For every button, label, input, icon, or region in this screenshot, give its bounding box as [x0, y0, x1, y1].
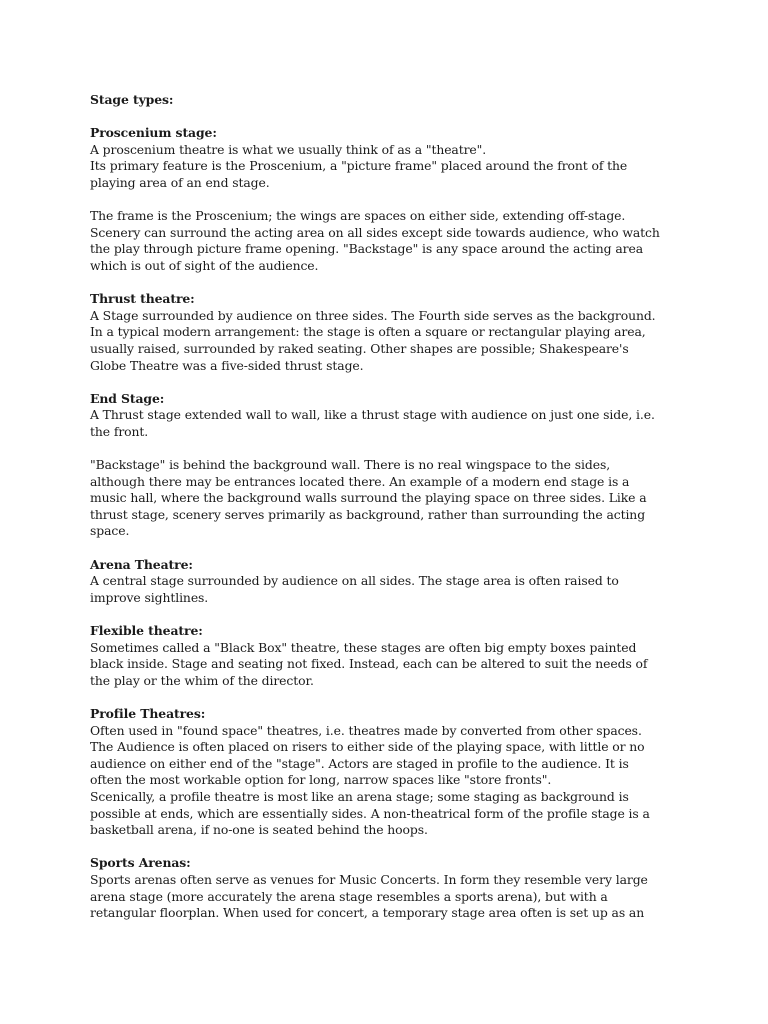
- paragraph-line: which is out of sight of the audience.: [90, 257, 319, 273]
- paragraph-line: arena stage (more accurately the arena stage resembles a sports arena), but with a: [90, 888, 608, 904]
- section-heading: Proscenium stage:: [90, 125, 217, 141]
- section-heading: Thrust theatre:: [90, 291, 195, 307]
- section: [90, 557, 682, 607]
- section-paragraph: [90, 308, 682, 374]
- document-sections: [90, 125, 682, 922]
- section-heading: End Stage:: [90, 390, 165, 406]
- section-paragraph: [90, 723, 682, 839]
- section-paragraph: [90, 872, 682, 922]
- paragraph-line: space.: [90, 523, 130, 539]
- paragraph-line: black inside. Stage and seating not fixed. Instead, each can be altered to suit the needs of: [90, 656, 648, 672]
- section-heading: Sports Arenas:: [90, 855, 191, 871]
- section-heading: Flexible theatre:: [90, 623, 203, 638]
- paragraph-line: improve sightlines.: [90, 589, 209, 605]
- paragraph-line: retangular floorplan. When used for concert, a temporary stage area often is set up as an: [90, 905, 645, 921]
- paragraph-line: often the most workable option for long, narrow spaces like "store fronts".: [90, 772, 552, 788]
- section: [90, 291, 682, 374]
- paragraph-line: the play or the whim of the director.: [90, 672, 314, 688]
- section-heading: Arena Theatre:: [90, 556, 193, 572]
- paragraph-line: playing area of an end stage.: [90, 174, 270, 190]
- section-paragraph: [90, 457, 682, 540]
- paragraph-line: the play through picture frame opening. "Backstage" is any space around the acting area: [90, 241, 643, 257]
- paragraph-line: A Stage surrounded by audience on three sides. The Fourth side serves as the background.: [90, 307, 656, 323]
- section-paragraph: [90, 573, 682, 606]
- paragraph-line: Sports arenas often serve as venues for Music Concerts. In form they resemble very large: [90, 871, 648, 887]
- paragraph-line: thrust stage, scenery serves primarily as background, rather than surrounding the acting: [90, 506, 646, 522]
- section-paragraph: [90, 407, 682, 440]
- paragraph-line: Globe Theatre was a five-sided thrust stage.: [90, 357, 364, 373]
- paragraph-line: audience on either end of the "stage". Actors are staged in profile to the audience. It is: [90, 755, 629, 771]
- section: [90, 623, 682, 689]
- section-paragraph: [90, 640, 682, 690]
- paragraph-line: possible at ends, which are essentially sides. A non-theatrical form of the profile stage is a: [90, 805, 650, 821]
- section: [90, 855, 682, 921]
- paragraph-line: Often used in "found space" theatres, i.e. theatres made by converted from other spaces.: [90, 722, 642, 738]
- paragraph-line: Sometimes called a "Black Box" theatre, these stages are often big empty boxes painted: [90, 639, 637, 655]
- paragraph-line: The Audience is often placed on risers to either side of the playing space, with little or no: [90, 739, 645, 755]
- paragraph-line: Scenery can surround the acting area on all sides except side towards audience, who watch: [90, 224, 660, 240]
- section-paragraph: [90, 208, 682, 274]
- paragraph-line: the front.: [90, 423, 149, 439]
- section-paragraph: [90, 142, 682, 192]
- section: [90, 706, 682, 839]
- section: [90, 125, 682, 274]
- paragraph-line: In a typical modern arrangement: the stage is often a square or rectangular playing area,: [90, 324, 646, 340]
- document-title: Stage types:: [90, 92, 174, 107]
- paragraph-line: although there may be entrances located there. An example of a modern end stage is a: [90, 473, 630, 489]
- paragraph-line: music hall, where the background walls surround the playing space on three sides. Like a: [90, 490, 647, 506]
- section: [90, 391, 682, 540]
- paragraph-line: A central stage surrounded by audience on all sides. The stage area is often raised to: [90, 573, 619, 589]
- paragraph-line: The frame is the Proscenium; the wings are spaces on either side, extending off-stage.: [90, 208, 626, 224]
- paragraph-line: A proscenium theatre is what we usually think of as a "theatre".: [90, 141, 487, 157]
- paragraph-line: "Backstage" is behind the background wall. There is no real wingspace to the sides,: [90, 457, 611, 473]
- paragraph-line: A Thrust stage extended wall to wall, like a thrust stage with audience on just one side, i.e.: [90, 407, 655, 423]
- paragraph-line: Its primary feature is the Proscenium, a "picture frame" placed around the front of the: [90, 158, 628, 174]
- section-heading: Profile Theatres:: [90, 705, 206, 721]
- document-page: [90, 92, 682, 938]
- paragraph-line: basketball arena, if no-one is seated behind the hoops.: [90, 822, 428, 838]
- paragraph-line: Scenically, a profile theatre is most like an arena stage; some staging as background is: [90, 788, 629, 804]
- paragraph-line: usually raised, surrounded by raked seating. Other shapes are possible; Shakespeare's: [90, 340, 629, 356]
